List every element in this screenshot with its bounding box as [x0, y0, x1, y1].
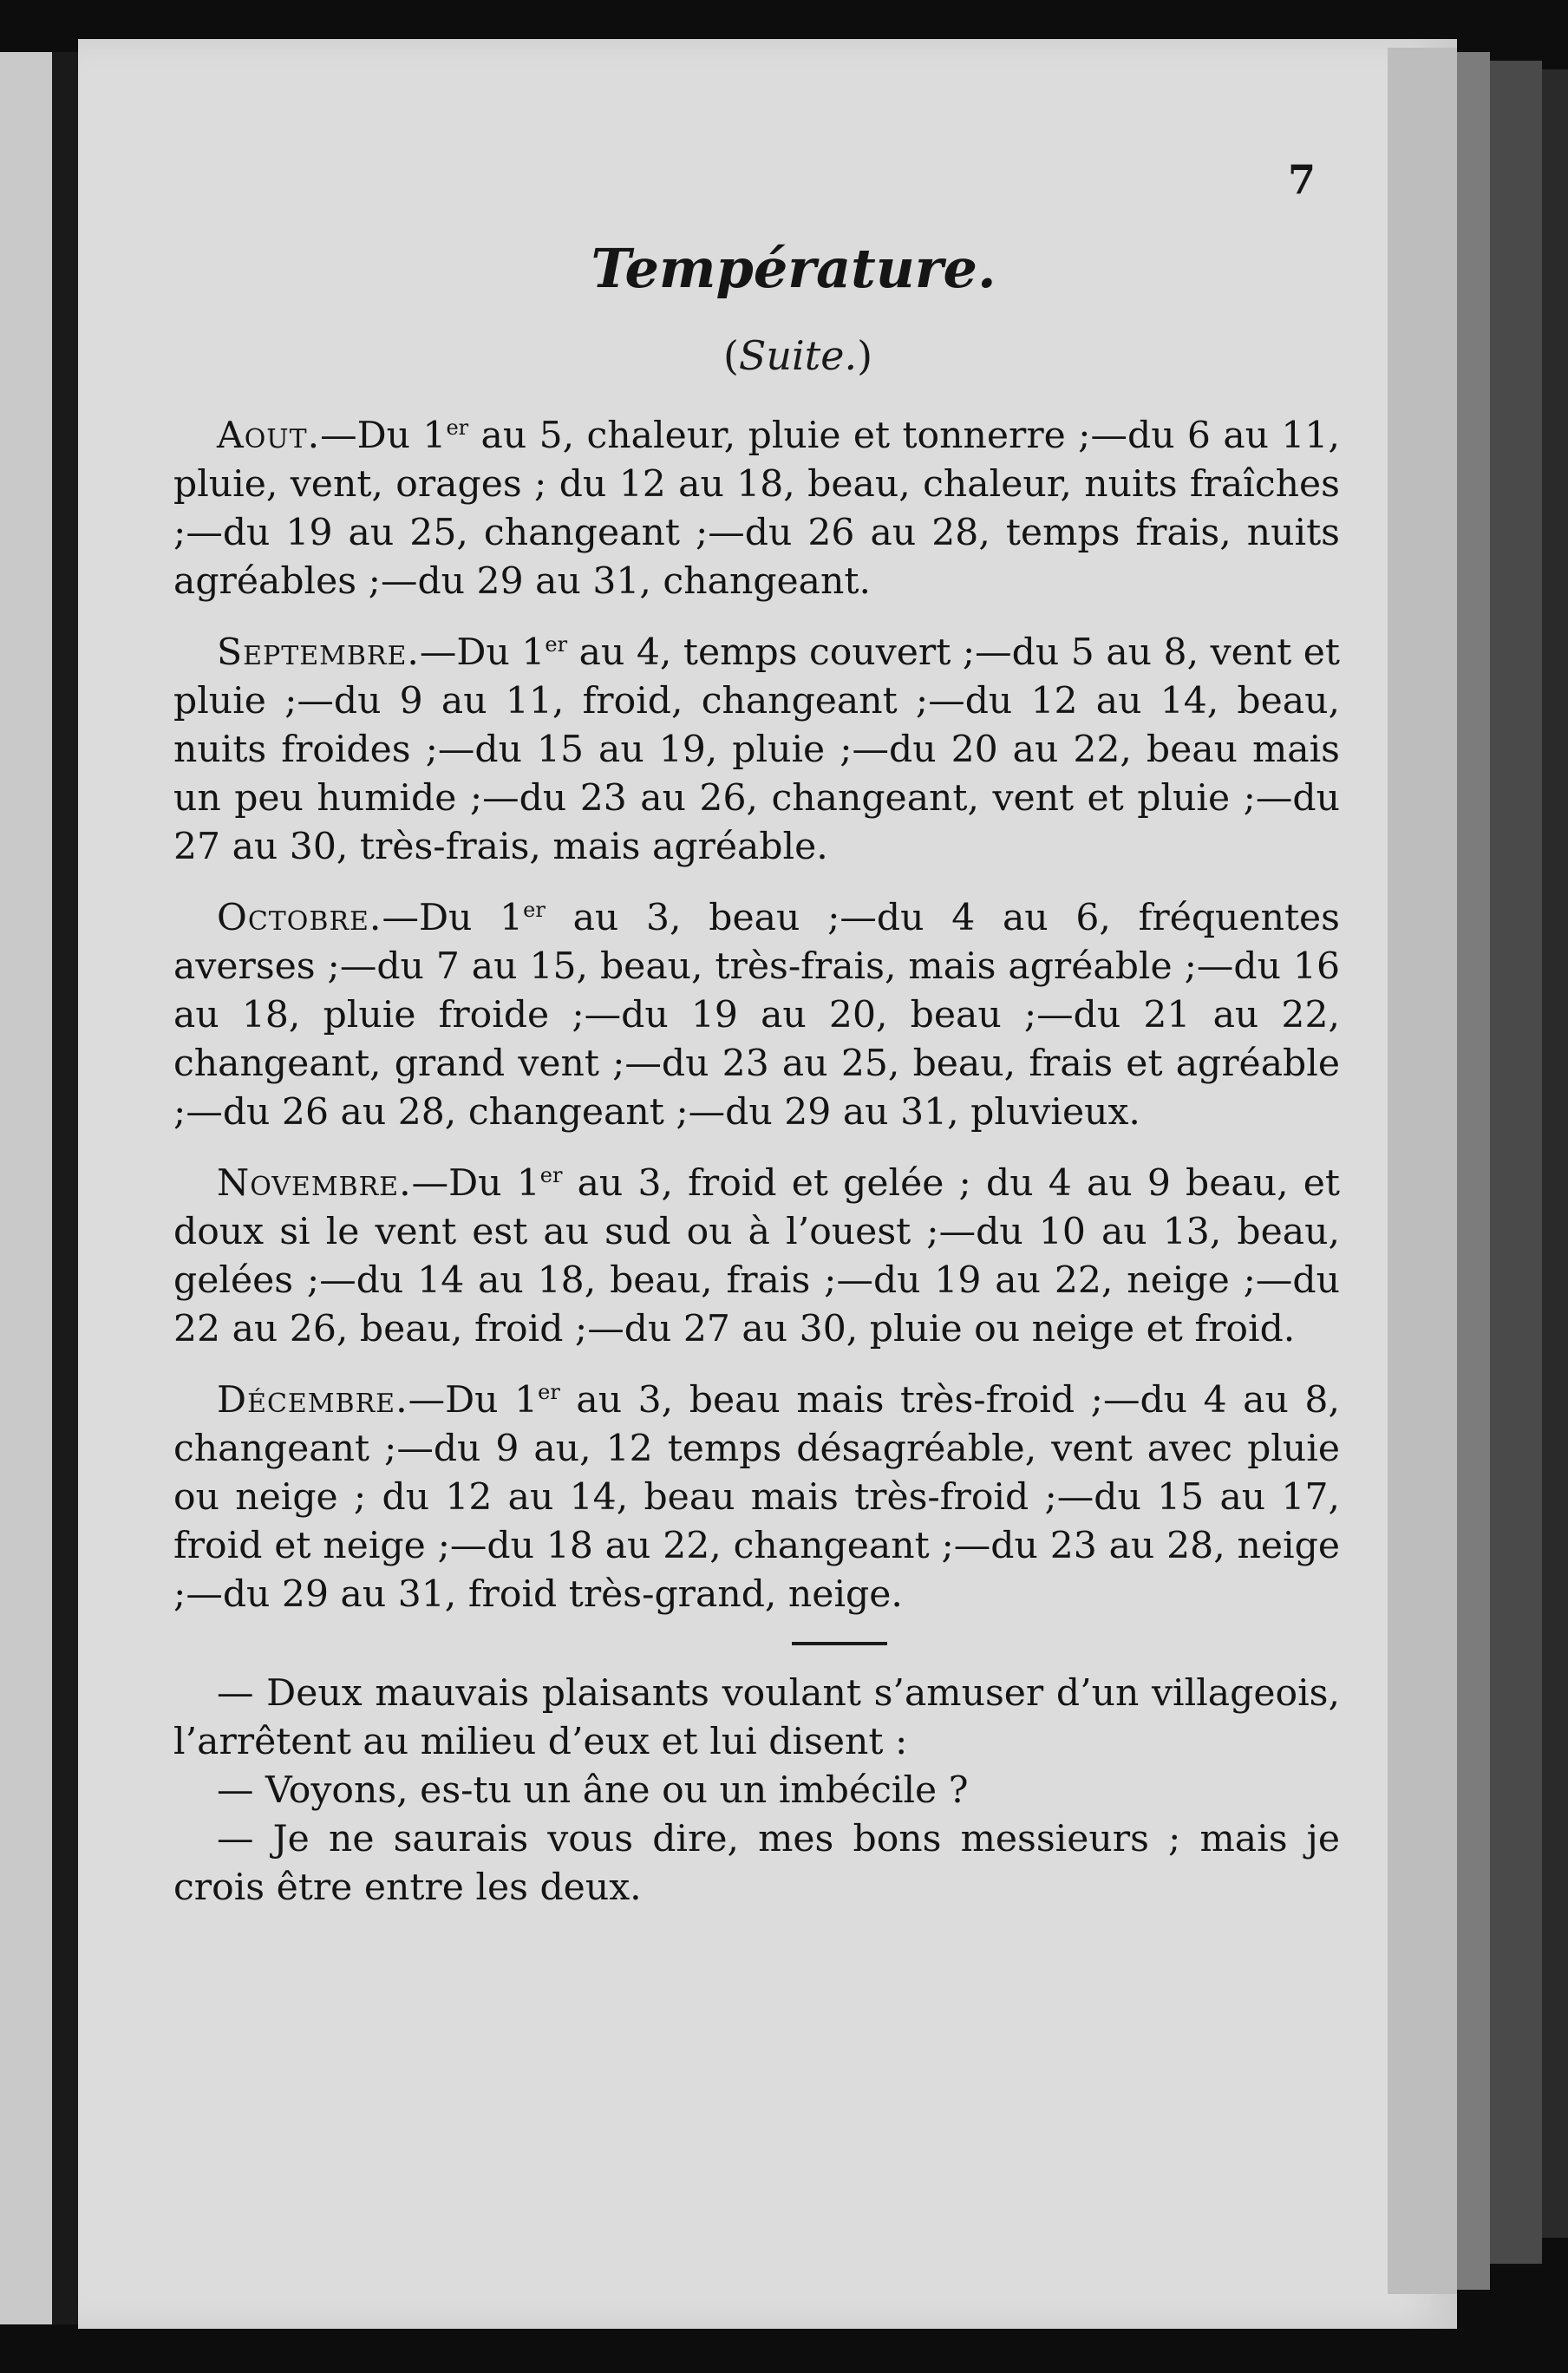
month-label: Octobre. — [217, 897, 382, 939]
month-label: Novembre. — [217, 1162, 412, 1205]
entry-text: —Du 1er au 5, chaleur, pluie et tonnerre ;—du 6 au 11, pluie, vent, orages ; du 12 au 18, beau, chaleur, nuits fraîches ;—du 19 au 25, changeant ;—du 26 au 28, temps frais, nuits agréables ;—du 29 au 31, changeant. — [173, 415, 1340, 603]
page-subtitle: (Suite.) — [722, 332, 873, 379]
anecdote-line: — Deux mauvais plaisants voulant s’amuser d’un villageois, l’arrêtent au milieu d’eux et lui disent : — [173, 1672, 1340, 1763]
subtitle-text: Suite. — [738, 332, 858, 379]
page-body — [173, 412, 1340, 1912]
ordinal-superscript: er — [545, 631, 568, 657]
entry-text: —Du 1er au 3, beau ;—du 4 au 6, fréquentes averses ;—du 7 au 15, beau, très-frais, mais agréable ;—du 16 au 18, pluie froide ;—du 19 au 20, beau ;—du 21 au 22, changeant, grand vent ;—du 23 au 25, beau, frais et agréable ;—du 26 au 28, changeant ;—du 29 au 31, pluvieux. — [173, 897, 1340, 1134]
entry-decembre — [173, 1376, 1340, 1619]
anecdote-line: — Je ne saurais vous dire, mes bons messieurs ; mais je crois être entre les deux. — [173, 1818, 1340, 1909]
book-spine-gap — [52, 52, 78, 2324]
page-stack-edge — [1457, 52, 1490, 2290]
book-cover-edge — [1542, 69, 1568, 2238]
month-label: Décembre. — [217, 1379, 408, 1422]
page-stack-edge — [1388, 48, 1457, 2294]
ordinal-superscript: er — [539, 1162, 563, 1187]
section-divider — [792, 1642, 887, 1645]
entry-text: —Du 1er au 3, froid et gelée ; du 4 au 9 beau, et doux si le vent est au sud ou à l’ouest ;—du 10 au 13, beau, gelées ;—du 14 au 18, beau, frais ;—du 19 au 22, neige ;—du 22 au 26, beau, froid ;—du 27 au 30, pluie ou neige et froid. — [173, 1162, 1340, 1350]
anecdote-line: — Voyons, es-tu un âne ou un imbécile ? — [217, 1769, 969, 1812]
entry-text: —Du 1er au 4, temps couvert ;—du 5 au 8, vent et pluie ;—du 9 au 11, froid, changeant ;—du 12 au 14, beau, nuits froides ;—du 15 au 19, pluie ;—du 20 au 22, beau mais un peu humide ;—du 23 au 26, changeant, vent et pluie ;—du 27 au 30, très-frais, mais agréable. — [173, 631, 1340, 868]
page-number: 7 — [1288, 156, 1316, 203]
month-label: Septembre. — [217, 631, 420, 674]
anecdote — [173, 1670, 1340, 1912]
page-title: Température. — [591, 237, 996, 300]
entry-octobre — [173, 894, 1340, 1137]
entry-septembre — [173, 629, 1340, 872]
ordinal-superscript: er — [523, 897, 546, 922]
book-page — [78, 39, 1457, 2329]
entry-aout — [173, 412, 1340, 606]
book-cover-edge — [1490, 61, 1542, 2264]
entry-text: —Du 1er au 3, beau mais très-froid ;—du 4 au 8, changeant ;—du 9 au, 12 temps désagréable, vent avec pluie ou neige ; du 12 au 14, beau mais très-froid ;—du 15 au 17, froid et neige ;—du 18 au 22, changeant ;—du 23 au 28, neige ;—du 29 au 31, froid très-grand, neige. — [173, 1379, 1340, 1616]
entry-novembre — [173, 1160, 1340, 1354]
ordinal-superscript: er — [446, 415, 469, 440]
month-label: Aout. — [217, 415, 321, 457]
ordinal-superscript: er — [538, 1379, 560, 1404]
